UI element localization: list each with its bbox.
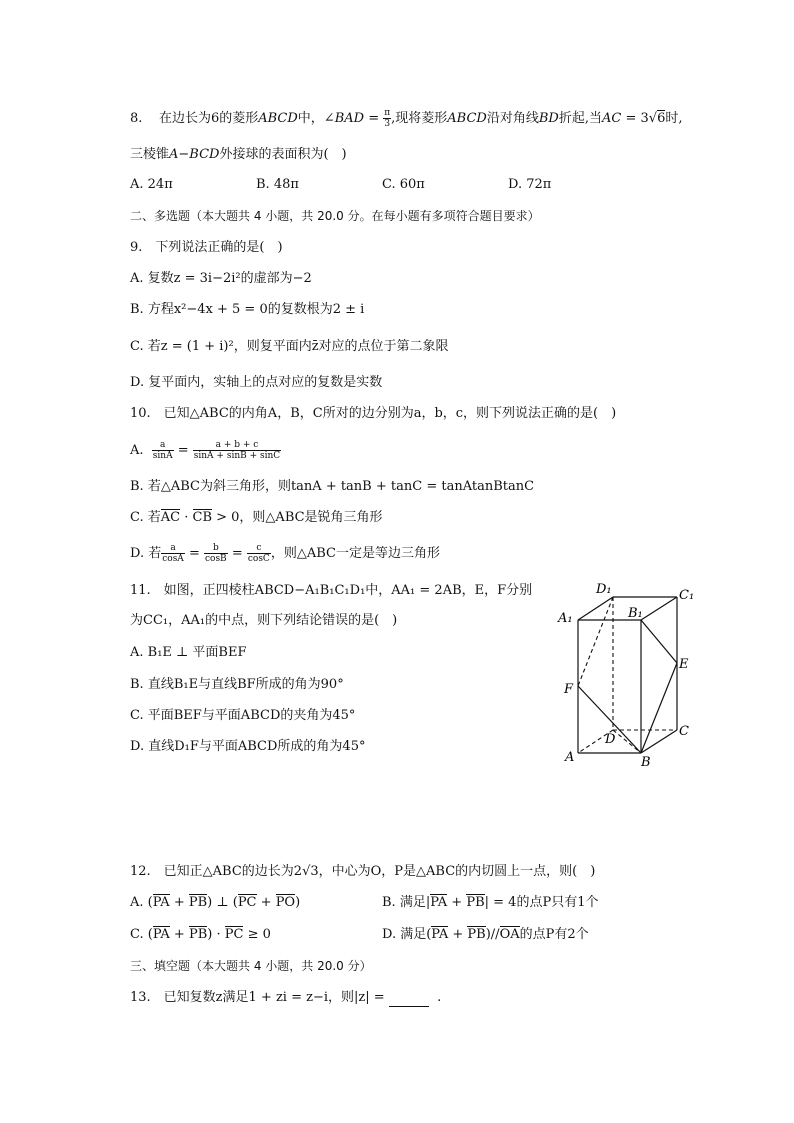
- q8-text-b: 中，∠: [297, 111, 335, 126]
- q9-option-a: A. 复数z = 3i−2i²的虚部为−2: [130, 271, 312, 286]
- q8-tetra: A−BCD: [169, 147, 220, 162]
- q9-option-d: D. 复平面内，实轴上的点对应的复数是实数: [130, 375, 383, 390]
- q8-text-e: 折起,当: [558, 111, 602, 126]
- q8-option-b: B. 48π: [256, 177, 299, 192]
- q8-text-f: 时,: [665, 111, 683, 126]
- q10-a-frac1: $\frac{a}{\sin A}$: [152, 440, 173, 461]
- label-d: D: [605, 732, 616, 747]
- q12-option-c: C. (PA + PB) · PC ≥ 0: [130, 927, 271, 942]
- q8-line2-a: 三棱锥: [130, 147, 170, 162]
- q9-option-c: C. 若z = (1 + i)²，则复平面内z̄对应的点位于第二象限: [130, 339, 449, 354]
- section-fill-blank-heading: 三、填空题（本大题共 4 小题，共 20.0 分）: [130, 959, 372, 973]
- segment-e-b: [641, 663, 677, 753]
- edge-c1-b1: [641, 597, 677, 620]
- edge-a1-d1: [578, 597, 613, 620]
- label-a: A: [565, 750, 575, 765]
- q13-stem: 13. 已知复数z满足1 + zi = z−i，则|z| = .: [130, 990, 442, 1005]
- label-c1: C₁: [679, 588, 695, 603]
- q8-abcd: ABCD: [258, 111, 298, 126]
- q8-ac: AC: [602, 111, 622, 126]
- segment-b1-e: [641, 620, 677, 663]
- q12-stem: 12. 已知正△ABC的边长为2√3，中心为O，P是△ABC的内切圆上一点，则( ): [130, 864, 596, 879]
- q13-answer-blank[interactable]: [389, 994, 429, 1007]
- q8-text-c: ,现将菱形: [391, 111, 448, 126]
- q8-text-d: 沿对角线: [486, 111, 539, 126]
- q11-option-b: B. 直线B₁E与直线BF所成的角为90°: [130, 677, 344, 692]
- q8-ac-val: = 3: [621, 111, 649, 126]
- q8-stem-line1: [130, 108, 683, 129]
- label-d1: D₁: [596, 582, 612, 597]
- q8-eq: =: [364, 111, 384, 126]
- q11-option-d: D. 直线D₁F与平面ABCD所成的角为45°: [130, 739, 366, 754]
- q12-option-b: B. 满足|PA + PB| = 4的点P只有1个: [382, 895, 599, 910]
- q8-stem-line2: [130, 146, 347, 164]
- q11-option-c: C. 平面BEF与平面ABCD的夹角为45°: [130, 708, 356, 723]
- q8-abcd-2: ABCD: [447, 111, 487, 126]
- segment-d1-f-hidden: [578, 597, 613, 686]
- q11-stem-line2: 为CC₁，AA₁的中点，则下列结论错误的是( ): [130, 613, 398, 628]
- q8-option-d: D. 72π: [508, 177, 552, 192]
- q11-option-a: A. B₁E ⊥ 平面BEF: [130, 645, 247, 660]
- q8-pi-over-3: $\frac{\pi}{3}$: [384, 108, 391, 129]
- q8-bad: BAD: [334, 111, 365, 126]
- q10-option-c: C. 若AC · CB > 0，则△ABC是锐角三角形: [130, 510, 383, 525]
- q9-stem: 9. 下列说法正确的是( ): [130, 240, 283, 255]
- q8-number: 8.: [130, 111, 143, 126]
- q12-option-a: A. (PA + PB) ⊥ (PC + PO): [130, 895, 301, 910]
- q8-option-c: C. 60π: [382, 177, 425, 192]
- segment-d-b-hidden: [613, 730, 641, 753]
- q10-a-frac2: $\frac{a + b + c}{\sin A + \sin B + \sin C}$: [193, 440, 281, 461]
- q9-option-b: B. 方程x²−4x + 5 = 0的复数根为2 ± i: [130, 302, 365, 317]
- label-b: B: [641, 755, 651, 770]
- section-multiple-choice-heading: 二、多选题（本大题共 4 小题，共 20.0 分。在每小题有多项符合题目要求）: [130, 209, 540, 223]
- label-c: C: [679, 724, 689, 739]
- q8-line2-b: 外接球的表面积为( ): [219, 147, 347, 162]
- q10-option-b: B. 若△ABC为斜三角形，则tanA + tanB + tanC = tanAtanBtanC: [130, 479, 535, 494]
- q10-option-a: A. $\frac{a}{\sin A}$ = $\frac{a + b + c}{\sin A + \sin B + \sin C}$: [130, 440, 281, 461]
- q8-sqrt6: √6: [648, 111, 666, 126]
- label-b1: B₁: [628, 606, 643, 621]
- edge-b-c: [641, 730, 677, 753]
- q8-bd: BD: [538, 111, 559, 126]
- label-a1: A₁: [558, 611, 573, 626]
- q8-option-a: A. 24π: [130, 177, 173, 192]
- q8-text-a: 在边长为6的菱形: [158, 111, 259, 126]
- q10-option-d: D. 若 $\frac{a}{\cos A}$ = $\frac{b}{\cos B}$ = $\frac{c}{\cos C}$ ，则△ABC一定是等边三角形: [130, 543, 440, 564]
- label-f: F: [564, 682, 574, 697]
- prism-figure: [552, 575, 702, 770]
- q10-stem: 10. 已知△ABC的内角A，B，C所对的边分别为a，b，c，则下列说法正确的是( ): [130, 406, 617, 421]
- q12-option-d: D. 满足(PA + PB)//OA的点P有2个: [382, 927, 589, 942]
- q11-stem-line1: 11. 如图，正四棱柱ABCD−A₁B₁C₁D₁中，AA₁ = 2AB，E，F分别: [130, 583, 533, 598]
- label-e: E: [679, 657, 689, 672]
